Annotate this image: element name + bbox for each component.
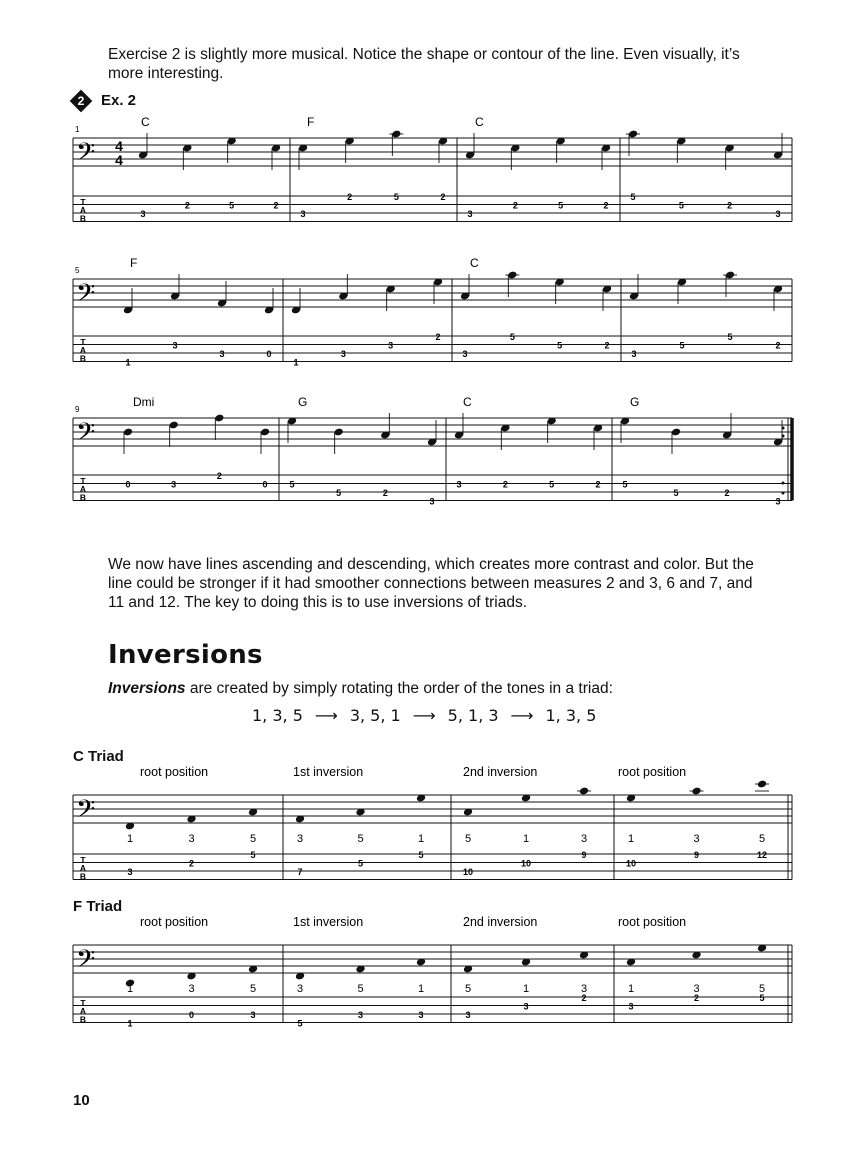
scale-degree: 5	[249, 983, 257, 995]
tab-fret-number: 1	[127, 1018, 133, 1029]
tab-clef-b: B	[79, 1014, 87, 1025]
tab-fret-number: 5	[759, 993, 765, 1003]
scale-degree: 5	[357, 983, 364, 995]
bass-clef-icon: 𝄢	[76, 280, 96, 313]
tab-fret-number: 2	[273, 200, 279, 211]
inversion-label: 2nd inversion	[463, 915, 538, 929]
tab-fret-number: 3	[357, 1010, 364, 1020]
scale-degree: 1	[627, 833, 635, 845]
tab-fret-number: 2	[435, 332, 441, 342]
scale-degree: 1	[522, 983, 530, 995]
tab-clef-b: B	[79, 492, 87, 503]
tab-fret-number: 2	[775, 340, 781, 351]
tab-fret-number: 0	[262, 479, 268, 490]
tab-clef-a: A	[79, 484, 87, 494]
tab-fret-number: 3	[219, 349, 225, 359]
scale-degree: 5	[249, 833, 257, 845]
arrow-right-icon: ⟶	[510, 706, 534, 725]
section-heading: Inversions	[108, 640, 263, 670]
chord-symbol: C	[463, 395, 472, 409]
sequence-step: 1, 3, 5	[252, 706, 303, 725]
tab-fret-number: 2	[693, 993, 700, 1003]
arrow-right-icon: ⟶	[412, 706, 436, 725]
measure-number: 9	[75, 405, 80, 414]
scale-degree: 1	[522, 833, 530, 845]
tab-clef-t: T	[80, 855, 86, 865]
tab-fret-number: 0	[125, 479, 131, 490]
scale-degree: 1	[417, 833, 425, 845]
inversions-intro-rest: are created by simply rotating the order of the tones in a triad:	[185, 680, 613, 697]
chord-symbol: G	[630, 395, 640, 409]
scale-degree: 5	[464, 833, 472, 845]
tab-fret-number: 3	[631, 349, 637, 359]
tab-fret-number: 2	[581, 993, 587, 1003]
tab-fret-number: 3	[418, 1010, 424, 1020]
chord-symbol: F	[130, 256, 138, 270]
tab-clef-b: B	[79, 871, 87, 882]
tab-fret-number: 10	[462, 867, 474, 877]
chord-symbol: F	[307, 115, 315, 129]
tab-fret-number: 5	[418, 850, 424, 860]
middle-paragraph: We now have lines ascending and descending, which creates more contrast and color. But the line could be stronger if it had smoother connections between measures 2 and 3, 6 and 7, and 11 and 12. The key to doing this is to use inversions of triads.	[108, 556, 754, 611]
tab-fret-number: 2	[382, 488, 388, 498]
tab-fret-number: 5	[557, 340, 563, 351]
bass-clef-icon: 𝄢	[76, 139, 96, 172]
scale-degree: 1	[627, 983, 635, 995]
tab-clef-a: A	[79, 1006, 87, 1016]
inversion-label: root position	[140, 765, 209, 779]
tab-fret-number: 5	[357, 858, 364, 869]
tab-fret-number: 0	[266, 349, 272, 359]
sequence-step: 3, 5, 1	[349, 706, 401, 725]
tab-fret-number: 3	[429, 496, 435, 507]
tab-clef-t: T	[80, 337, 86, 347]
inversion-label: root position	[618, 915, 687, 929]
f-triad-label: F Triad	[73, 898, 123, 915]
tab-fret-number: 3	[172, 340, 178, 351]
tab-fret-number: 2	[347, 192, 353, 202]
tab-clef-t: T	[80, 476, 86, 486]
tab-fret-number: 1	[293, 357, 299, 368]
tab-fret-number: 0	[188, 1010, 195, 1020]
tab-fret-number: 3	[300, 209, 306, 219]
tab-fret-number: 3	[456, 479, 462, 490]
tab-fret-number: 3	[140, 209, 146, 219]
inversion-label: root position	[140, 915, 209, 929]
tab-fret-number: 5	[679, 340, 685, 351]
tab-fret-number: 5	[297, 1018, 303, 1029]
scale-degree: 3	[188, 833, 195, 845]
scale-degree: 5	[758, 983, 766, 995]
sequence-step: 1, 3, 5	[545, 706, 597, 725]
tab-clef-b: B	[79, 353, 87, 364]
scale-degree: 3	[580, 983, 588, 995]
inversions-term: Inversions	[108, 680, 186, 697]
tab-fret-number: 2	[603, 200, 609, 211]
tab-clef-a: A	[79, 345, 87, 355]
tab-fret-number: 5	[509, 332, 515, 342]
tab-clef-b: B	[79, 213, 87, 224]
scale-degree: 3	[693, 983, 700, 995]
chord-symbol: Dmi	[133, 395, 155, 409]
example-number-badge: 2	[70, 90, 93, 113]
scale-degree: 5	[758, 833, 766, 845]
tab-fret-number: 9	[693, 850, 700, 860]
tab-fret-number: 2	[440, 192, 446, 202]
tab-fret-number: 3	[467, 209, 473, 219]
scale-degree: 5	[464, 983, 472, 995]
tab-fret-number: 5	[673, 488, 679, 498]
tab-fret-number: 5	[727, 332, 733, 342]
intro-paragraph: Exercise 2 is slightly more musical. Notice the shape or contour of the line. Even visually, it’s more interesting.	[108, 46, 740, 82]
tab-clef-t: T	[80, 998, 86, 1008]
example-title: Ex. 2	[101, 92, 137, 109]
tab-fret-number: 2	[512, 200, 518, 211]
tab-fret-number: 5	[336, 488, 342, 498]
tab-clef-a: A	[79, 863, 87, 873]
repeat-dot	[782, 482, 785, 485]
inversion-label: 1st inversion	[293, 765, 364, 779]
time-signature-top: 4	[115, 138, 123, 154]
page-number: 10	[73, 1092, 90, 1109]
arrow-right-icon: ⟶	[314, 706, 338, 725]
chord-symbol: C	[141, 115, 150, 129]
measure-number: 5	[75, 266, 80, 275]
tab-clef-t: T	[80, 197, 86, 207]
tab-fret-number: 5	[558, 200, 564, 211]
scale-degree: 1	[126, 833, 134, 845]
sequence-step: 5, 1, 3	[447, 706, 499, 725]
bass-clef-icon: 𝄢	[76, 419, 96, 452]
chord-symbol: C	[470, 256, 479, 270]
tab-fret-number: 7	[297, 867, 303, 877]
scale-degree: 1	[417, 983, 425, 995]
tab-fret-number: 5	[622, 479, 628, 490]
tab-fret-number: 5	[678, 200, 684, 211]
bass-clef-icon: 𝄢	[76, 946, 96, 979]
tab-fret-number: 3	[775, 496, 781, 507]
scale-degree: 5	[357, 833, 364, 845]
scale-degree: 3	[693, 833, 700, 845]
inversion-label: 2nd inversion	[463, 765, 538, 779]
scale-degree: 1	[126, 983, 134, 995]
tab-fret-number: 5	[289, 479, 295, 490]
tab-fret-number: 3	[171, 479, 177, 490]
tab-clef-a: A	[79, 205, 87, 215]
inversion-label: root position	[618, 765, 687, 779]
tab-fret-number: 3	[775, 209, 781, 219]
tab-fret-number: 3	[523, 1001, 529, 1012]
tab-fret-number: 2	[604, 340, 610, 351]
tab-fret-number: 3	[127, 867, 133, 877]
scale-degree: 3	[580, 833, 588, 845]
tab-fret-number: 2	[502, 479, 508, 490]
tab-fret-number: 5	[393, 192, 399, 202]
tab-fret-number: 5	[250, 850, 256, 860]
scale-degree: 3	[296, 833, 304, 845]
tab-fret-number: 5	[630, 192, 636, 202]
scale-degree: 3	[296, 983, 304, 995]
chord-symbol: C	[475, 115, 484, 129]
tab-fret-number: 3	[465, 1010, 471, 1020]
tab-fret-number: 3	[628, 1001, 634, 1012]
tab-fret-number: 3	[462, 349, 468, 359]
tab-fret-number: 2	[216, 471, 222, 481]
tab-fret-number: 10	[625, 858, 637, 869]
tab-fret-number: 2	[184, 200, 190, 211]
tab-fret-number: 2	[595, 479, 601, 490]
tab-fret-number: 3	[388, 340, 394, 351]
inversion-label: 1st inversion	[293, 915, 364, 929]
tab-fret-number: 1	[125, 357, 131, 368]
tab-fret-number: 2	[188, 858, 195, 869]
repeat-dot	[782, 492, 785, 495]
tab-fret-number: 12	[756, 850, 768, 860]
measure-number: 1	[75, 125, 80, 134]
tab-fret-number: 5	[549, 479, 555, 490]
tab-fret-number: 5	[229, 200, 235, 211]
tab-fret-number: 2	[724, 488, 730, 498]
tab-fret-number: 3	[340, 349, 346, 359]
c-triad-label: C Triad	[73, 748, 124, 765]
tab-fret-number: 3	[250, 1010, 256, 1020]
chord-symbol: G	[298, 395, 308, 409]
bass-clef-icon: 𝄢	[76, 796, 96, 829]
tab-fret-number: 2	[727, 200, 733, 211]
time-signature-bottom: 4	[115, 152, 123, 168]
scale-degree: 3	[188, 983, 195, 995]
tab-fret-number: 9	[581, 850, 587, 860]
tab-fret-number: 10	[520, 858, 532, 869]
